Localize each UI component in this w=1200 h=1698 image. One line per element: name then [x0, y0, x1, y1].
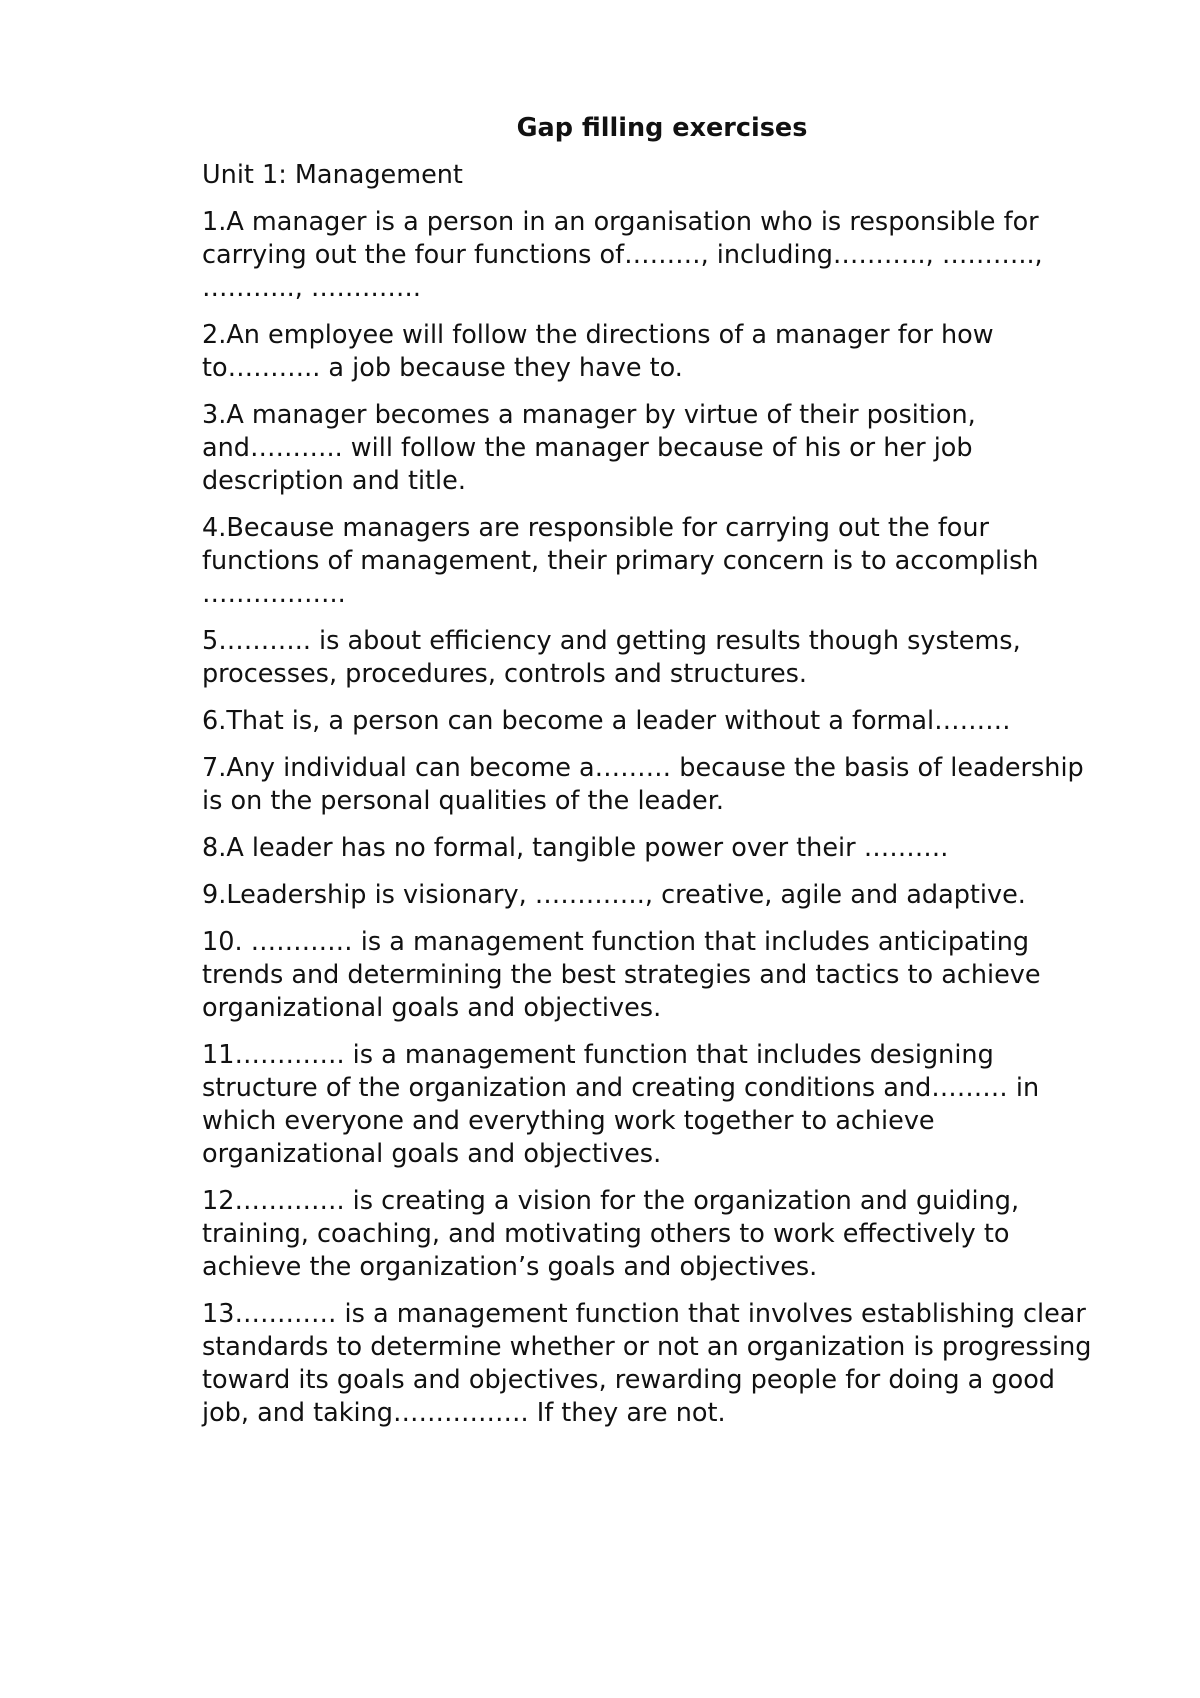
exercise-item-1: 1.A manager is a person in an organisation who is responsible for carrying out the four functions of………, including……….., ……….., ……….., ………….: [202, 207, 1051, 303]
exercise-item-12: 12…………. is creating a vision for the organization and guiding, training, coaching, and motivating others to work effectively to achieve the organization’s goals and objectives.: [202, 1186, 1028, 1282]
exercise-item-5: 5……….. is about efficiency and getting results though systems, processes, procedures, controls and structures.: [202, 626, 1029, 689]
exercise-item-4: 4.Because managers are responsible for carrying out the four functions of management, their primary concern is to accomplish ……………..: [202, 513, 1047, 609]
document-body: [202, 112, 1102, 1444]
exercise-item-10: 10. ………… is a management function that includes anticipating trends and determining the best strategies and tactics to achieve organizational goals and objectives.: [202, 927, 1049, 1023]
exercise-item-3: 3.A manager becomes a manager by virtue of their position, and……….. will follow the manager because of his or her job description and title.: [202, 400, 984, 496]
document-title: Gap filling exercises: [516, 113, 808, 143]
exercise-item-7: 7.Any individual can become a……… because the basis of leadership is on the personal qualities of the leader.: [202, 753, 1092, 816]
exercise-item-11: 11…………. is a management function that includes designing structure of the organization and creating conditions and……… in which everyone and everything work together to achieve organizational goals and objectives.: [202, 1040, 1048, 1169]
exercise-item-2: 2.An employee will follow the directions of a manager for how to……….. a job because they have to.: [202, 320, 1002, 383]
exercise-item-8: 8.A leader has no formal, tangible power over their ……….: [202, 833, 949, 863]
unit-heading: Unit 1: Management: [202, 160, 463, 190]
exercise-item-9: 9.Leadership is visionary, …………., creative, agile and adaptive.: [202, 880, 1026, 910]
exercise-item-13: 13………… is a management function that involves establishing clear standards to determine whether or not an organization is progressing toward its goals and objectives, rewarding people for doing a good job, and taking……………. If they are not.: [202, 1299, 1100, 1428]
exercise-item-6: 6.That is, a person can become a leader without a formal………: [202, 706, 1011, 736]
